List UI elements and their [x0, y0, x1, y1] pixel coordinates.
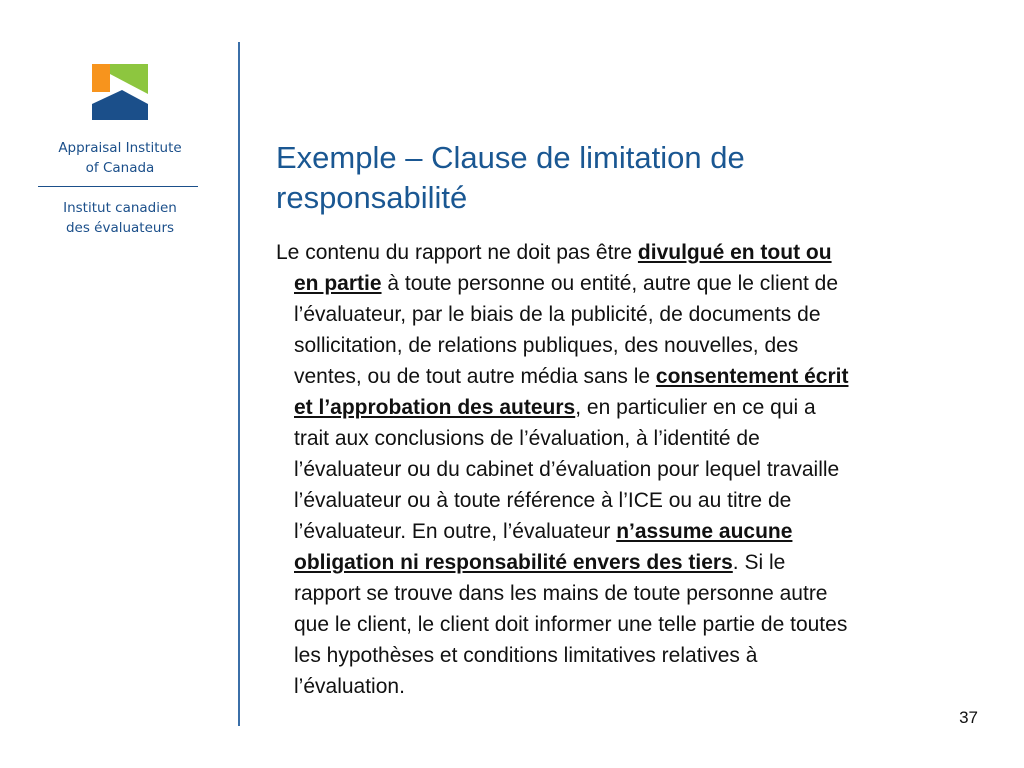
slide-title — [276, 138, 976, 218]
organization-name-english — [30, 138, 210, 178]
paragraph-line — [276, 361, 986, 392]
slide-title-line: Exemple – Clause de limitation de — [276, 140, 745, 175]
text-run: l’évaluateur ou du cabinet d’évaluation pour lequel travaille — [294, 458, 840, 481]
slide-title-line: responsabilité — [276, 180, 468, 215]
appraisal-institute-logo — [92, 64, 148, 120]
vertical-divider — [238, 42, 240, 726]
logo-blue-block — [92, 90, 148, 120]
paragraph-line — [276, 237, 986, 268]
paragraph-line — [276, 299, 986, 330]
paragraph-line — [276, 609, 986, 640]
text-run: l’évaluation. — [294, 675, 405, 698]
text-run: . Si le — [732, 551, 786, 574]
paragraph-line — [276, 671, 986, 702]
org-name-en-line: Appraisal Institute — [58, 140, 182, 156]
text-run: Le contenu du rapport ne doit pas être — [276, 241, 638, 264]
text-run: à toute personne ou entité, autre que le client de — [381, 272, 839, 295]
paragraph-line — [276, 392, 986, 423]
text-run: l’évaluateur ou à toute référence à l’ICE ou au titre de — [294, 489, 792, 512]
text-run: ventes, ou de tout autre média sans le — [294, 365, 656, 388]
paragraph-line — [276, 516, 986, 547]
emphasized-phrase: n’assume aucune — [616, 520, 793, 543]
paragraph-line — [276, 640, 986, 671]
paragraph-line — [276, 485, 986, 516]
organization-name-french — [30, 198, 210, 238]
text-run: trait aux conclusions de l’évaluation, à l’identité de — [294, 427, 760, 450]
organization-name-divider — [38, 186, 198, 187]
paragraph-line — [276, 547, 986, 578]
text-run: sollicitation, de relations publiques, des nouvelles, des — [294, 334, 799, 357]
org-name-en-line: of Canada — [85, 160, 155, 176]
paragraph-line — [276, 330, 986, 361]
logo-green-block — [110, 64, 148, 94]
org-name-fr-line: Institut canadien — [63, 200, 177, 216]
page-number: 37 — [959, 708, 978, 727]
paragraph-line — [276, 268, 986, 299]
org-name-fr-line: des évaluateurs — [65, 220, 175, 236]
text-run: les hypothèses et conditions limitatives relatives à — [294, 644, 758, 667]
clause-paragraph — [276, 237, 986, 702]
emphasized-phrase: et l’approbation des auteurs — [294, 396, 576, 419]
text-run: l’évaluateur, par le biais de la publicité, de documents de — [294, 303, 821, 326]
text-run: l’évaluateur. En outre, l’évaluateur — [294, 520, 617, 543]
text-run: , en particulier en ce qui a — [575, 396, 816, 419]
paragraph-line — [276, 454, 986, 485]
emphasized-phrase: en partie — [294, 272, 382, 295]
logo-orange-block — [92, 64, 110, 92]
text-run: que le client, le client doit informer une telle partie de toutes — [294, 613, 848, 636]
text-run: rapport se trouve dans les mains de toute personne autre — [294, 582, 828, 605]
paragraph-line — [276, 423, 986, 454]
emphasized-phrase: obligation ni responsabilité envers des tiers — [294, 551, 733, 574]
emphasized-phrase: consentement écrit — [655, 365, 849, 388]
emphasized-phrase: divulgué en tout ou — [637, 241, 832, 264]
paragraph-line — [276, 578, 986, 609]
